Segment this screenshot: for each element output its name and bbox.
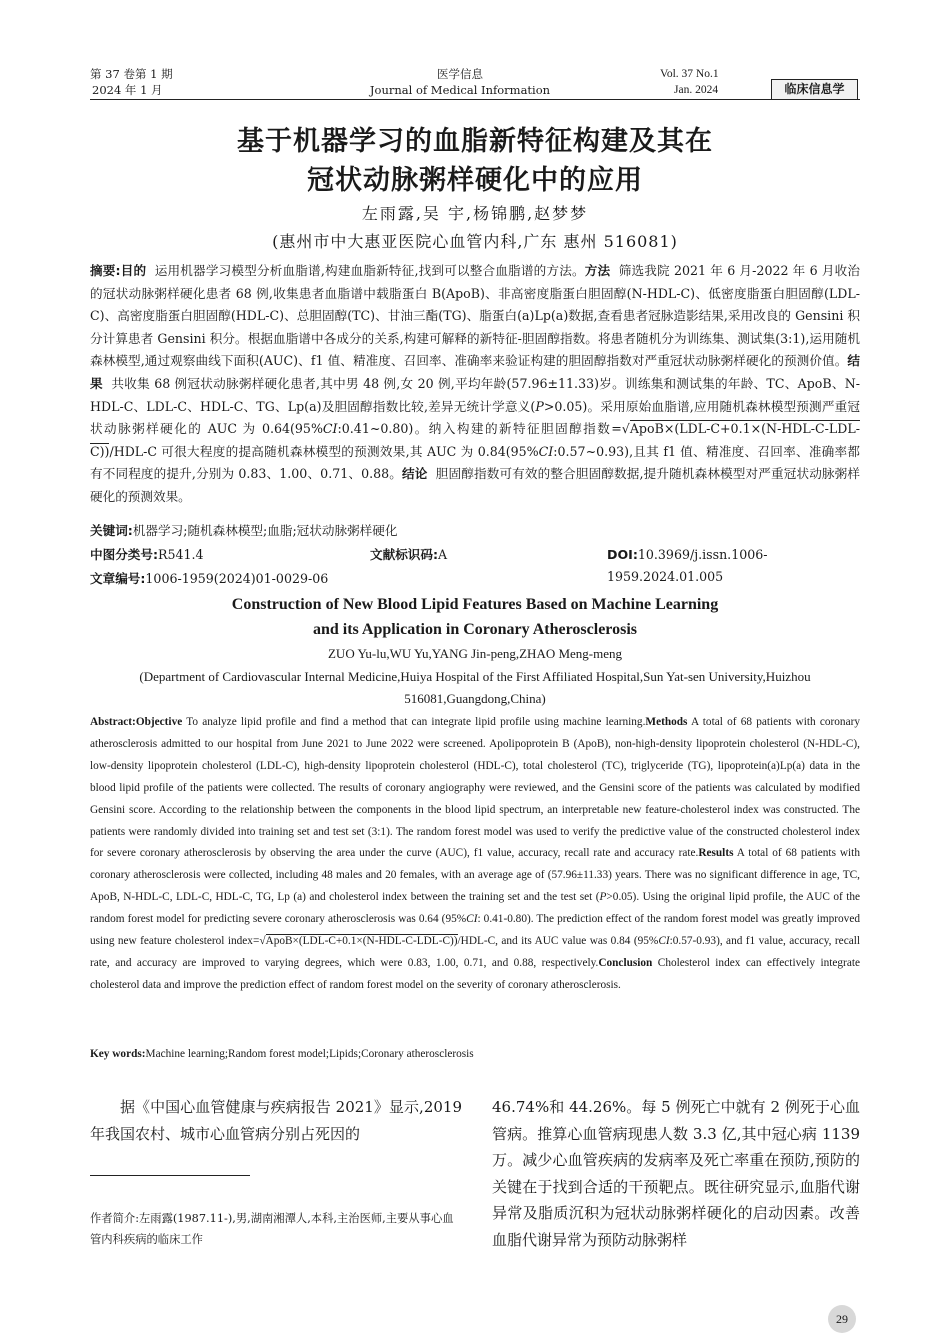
abstract-cn bbox=[90, 260, 860, 509]
clc-value: R541.4 bbox=[158, 547, 204, 562]
journal-name-cn: 医学信息 bbox=[437, 67, 483, 81]
results-cn-text-3: :0.41~0.80)。纳入构建的新特征胆固醇指数= bbox=[337, 421, 622, 437]
ci-symbol-2: CI bbox=[538, 443, 554, 459]
results-cn-text-4: /HDL-C 可很大程度的提高随机森林模型的预测效果,其 AUC 为 0.84(95% bbox=[109, 443, 539, 459]
results-en-text-5: :0.57-0.93), and f1 value, accuracy, recall rate, and accuracy are improved to varying degrees, which were 0.83, 1.00, 0.71, and 0.88, respectively. bbox=[90, 935, 860, 969]
article-number-label: 文章编号: bbox=[90, 571, 146, 586]
ci-symbol-en-2: CI bbox=[658, 935, 670, 948]
header-volume-cn bbox=[90, 66, 173, 98]
author-footnote: 作者简介:左雨露(1987.11-),男,湖南湘潭人,本科,主治医师,主要从事心血管内科疾病的临床工作 bbox=[90, 1212, 454, 1246]
article-number bbox=[90, 568, 328, 590]
title-cn-line2: 冠状动脉粥样硬化中的应用 bbox=[307, 165, 643, 196]
results-en-text-4: /HDL-C, and its AUC value was 0.84 (95% bbox=[457, 935, 659, 948]
results-en-label: Results bbox=[698, 847, 734, 860]
keywords-cn-text: 机器学习;随机森林模型;血脂;冠状动脉粥样硬化 bbox=[132, 523, 398, 538]
header-journal bbox=[330, 66, 590, 98]
doi bbox=[607, 544, 860, 588]
methods-cn-label: 方法 bbox=[584, 263, 611, 278]
methods-cn-text: 筛选我院 2021 年 6 月-2022 年 6 月收治的冠状动脉粥样硬化患者 68 例,收集患者血脂谱中载脂蛋白 B(ApoB)、非高密度脂蛋白胆固醇(N-HDL-C)、低密度脂蛋白胆固醇(LDL-C)、高密度脂蛋白胆固醇(HDL-C)、总胆固醇(TC)、甘油三酯(TG)、脂蛋白(a)Lp(a)数据,查看患者冠脉造影结果,采用改良的 Gensini 积分计算患者 Gensini 积分。根据血脂谱中各成分的关系,构建可解释的新特征-胆固醇指数。将患者随机分为训练集、测试集(3:1),运用随机森林模型,通过观察曲线下面积(AUC)、f1 值、精准度、召回率、准确率来验证构建的胆固醇指数对严重冠状动脉粥样硬化的预测价值。 bbox=[90, 263, 860, 369]
doc-code-label: 文献标识码: bbox=[370, 547, 439, 562]
p-value-symbol: P bbox=[535, 398, 544, 414]
conclusion-en-text: Cholesterol index can effectively integrate cholesterol data and improve the prediction effect of random forest model on the severity of coronary atherosclerosis. bbox=[90, 956, 860, 991]
results-cn-label: 结果 bbox=[90, 353, 860, 391]
header-divider bbox=[90, 99, 860, 100]
title-cn-line1: 基于机器学习的血脂新特征构建及其在 bbox=[237, 126, 713, 157]
abstract-cn-label: 摘要: bbox=[90, 263, 121, 278]
doc-code bbox=[370, 544, 447, 566]
methods-en-label: Methods bbox=[645, 716, 688, 728]
article-title-en bbox=[90, 592, 860, 642]
abstract-en bbox=[90, 712, 860, 997]
header-volume-en bbox=[660, 66, 770, 98]
keywords-cn-label: 关键词: bbox=[90, 523, 133, 538]
doi-label: DOI: bbox=[607, 547, 638, 562]
objective-en-label: Objective bbox=[135, 716, 183, 728]
conclusion-cn-text: 胆固醇指数可有效的整合胆固醇数据,提升随机森林模型对严重冠状动脉粥样硬化的预测效果。 bbox=[90, 466, 860, 504]
sqrt-sign: √ bbox=[621, 421, 630, 437]
ci-symbol: CI bbox=[322, 421, 338, 437]
formula-root-en: ApoB×(LDL-C+0.1×(N-HDL-C-LDL-C)) bbox=[265, 935, 458, 948]
clc-label: 中图分类号: bbox=[90, 547, 159, 562]
header-vol-cn: 第 37 卷第 1 期 bbox=[90, 67, 173, 81]
header-vol-en: Vol. 37 No.1 bbox=[660, 68, 719, 80]
conclusion-cn-label: 结论 bbox=[402, 466, 428, 482]
keywords-cn bbox=[90, 520, 397, 542]
authors-en: ZUO Yu-lu,WU Yu,YANG Jin-peng,ZHAO Meng-meng bbox=[327, 646, 623, 661]
ci-symbol-en: CI bbox=[466, 913, 478, 926]
results-cn-text-5: :0.57~0.93),且其 f1 值、精准度、召回率、准确率都有不同程度的提升,分别为 0.83、1.00、0.71、0.88。 bbox=[90, 443, 860, 482]
article-number-value: 1006-1959(2024)01-0029-06 bbox=[145, 571, 329, 586]
clc bbox=[90, 547, 204, 562]
header-date-cn: 2024 年 1 月 bbox=[92, 83, 163, 97]
affiliation-en: (Department of Cardiovascular Internal Medicine,Huiya Hospital of the First Affiliated Hospital,Sun Yat-sen University,Huizhou 516081,Guangdong,China) bbox=[139, 669, 811, 706]
title-en-line2: and its Application in Coronary Atherosclerosis bbox=[312, 621, 638, 638]
doi-value[interactable]: 10.3969/j.issn.1006-1959.2024.01.005 bbox=[607, 547, 768, 584]
results-cn-text-2: >0.05)。采用原始血脂谱,应用随机森林模型预测严重冠状动脉粥样硬化的 AUC 为 0.64(95% bbox=[90, 398, 860, 437]
page-number: 29 bbox=[828, 1305, 856, 1333]
keywords-en-text: Machine learning;Random forest model;Lipids;Coronary atherosclerosis bbox=[145, 1048, 474, 1060]
results-cn-text-1: 共收集 68 例冠状动脉粥样硬化患者,其中男 48 例,女 20 例,平均年龄(57.96±11.33)岁。训练集和测试集的年龄、TC、ApoB、N-HDL-C、LDL-C、HDL-C、TG、Lp(a)及胆固醇指数比较,差异无统计学意义( bbox=[90, 375, 860, 414]
p-value-symbol-en: P bbox=[599, 891, 607, 904]
authors-cn: 左雨露,吴 宇,杨锦鹏,赵梦梦 bbox=[361, 204, 589, 223]
sqrt-sign-en: √ bbox=[259, 935, 266, 948]
results-en-text-1: A total of 68 patients with coronary atherosclerosis were collected, including 48 males and 20 females, with an average age of (57.96±11.33) years. There was no significant difference in age, TC, ApoB, N-HDL-C, LDL-C, HDL-C, TG, Lp (a) and cholesterol index between the training set and the test set ( bbox=[90, 847, 860, 904]
journal-name-en: Journal of Medical Information bbox=[369, 83, 551, 97]
body-right-paragraph: 46.74%和 44.26%。每 5 例死亡中就有 2 例死于心血管病。推算心血管病现患人数 3.3 亿,其中冠心病 1139 万。减少心血管疾病的发病率及死亡率重在预防,预防的关键在于找到合适的干预靶点。既往研究显示,血脂代谢异常及脂质沉积为冠状动脉粥样硬化的启动因素。改善血脂代谢异常为预防动脉粥样 bbox=[492, 1098, 860, 1249]
body-left-paragraph: 据《中国心血管健康与疾病报告 2021》显示,2019 年我国农村、城市心血管病分别占死因的 bbox=[90, 1098, 462, 1143]
header-date-en: Jan. 2024 bbox=[674, 84, 719, 96]
section-tag: 临床信息学 bbox=[771, 79, 858, 99]
keywords-en bbox=[90, 1044, 474, 1064]
abstract-en-label: Abstract: bbox=[90, 716, 136, 728]
objective-cn-label: 目的 bbox=[120, 263, 147, 278]
doc-code-value: A bbox=[438, 547, 448, 562]
affiliation-cn: (惠州市中大惠亚医院心血管内科,广东 惠州 516081) bbox=[272, 232, 678, 251]
methods-en-text: A total of 68 patients with coronary atherosclerosis admitted to our hospital from June 2021 to June 2022 were screened. Apolipoprotein B (ApoB), non-high-density lipoprotein cholesterol (N-HDL-C), low-density lipoprotein cholesterol (LDL-C), high-density lipoprotein cholesterol (HDL-C), total cholesterol (TC), triglyceride (TG), lipoprotein(a)Lp(a) data in the blood lipid profile of the patients were collected. The results of coronary angiography were reviewed, and the Gensini score of the patients was calculated by modified Gensini score. According to the relationship between the components in the blood lipid spectrum, an interpretable new feature-cholesterol index was constructed. The patients were randomly divided into training set and test set (3:1). The random forest model was used to verify the predictive value of the constructed cholesterol index for severe coronary atherosclerosis by observing the area under the curve (AUC), f1 value, accuracy, recall rate and accuracy rate. bbox=[90, 716, 860, 860]
objective-en-text: To analyze lipid profile and find a method that can integrate lipid profile using machine learning. bbox=[182, 716, 646, 728]
title-en-line1: Construction of New Blood Lipid Features Based on Machine Learning bbox=[231, 596, 719, 613]
formula-root-cn: ApoB×(LDL-C+0.1×(N-HDL-C-LDL-C)) bbox=[90, 421, 860, 459]
conclusion-en-label: Conclusion bbox=[598, 956, 653, 969]
results-en-text-2: >0.05). Using the original lipid profile, the AUC of the random forest model for predicting severe coronary atherosclerosis was 0.64 (95% bbox=[90, 891, 860, 926]
results-en-text-3: : 0.41-0.80). The prediction effect of the random forest model was greatly improved using new feature cholesterol index= bbox=[90, 913, 860, 948]
footnote-divider bbox=[90, 1175, 250, 1176]
article-title-cn bbox=[90, 122, 860, 200]
keywords-en-label: Key words: bbox=[90, 1048, 146, 1060]
objective-cn-text: 运用机器学习模型分析血脂谱,构建血脂新特征,找到可以整合血脂谱的方法。 bbox=[154, 263, 585, 278]
